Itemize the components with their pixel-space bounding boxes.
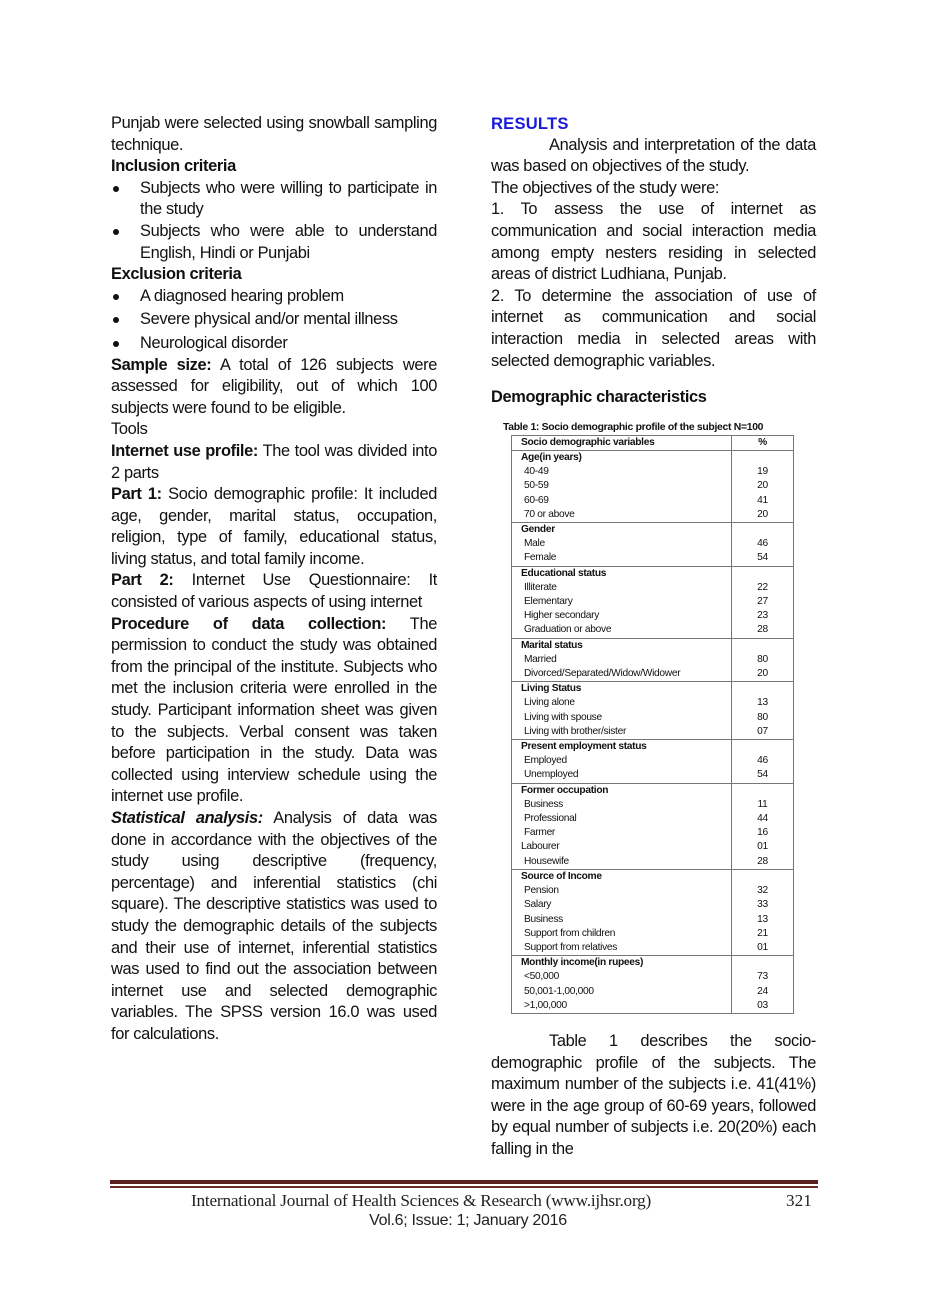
row-value: 44 [732, 812, 794, 826]
row-value: 27 [732, 595, 794, 609]
row-value: 80 [732, 711, 794, 725]
table-group-row [512, 523, 794, 538]
group-value-empty [732, 638, 794, 653]
row-label: Housewife [524, 855, 569, 867]
row-label: 60-69 [524, 494, 549, 506]
page-number: 321 [786, 1191, 812, 1210]
group-value-empty [732, 451, 794, 466]
row-value: 19 [732, 465, 794, 479]
exclusion-criteria-heading: Exclusion criteria [111, 265, 242, 284]
inclusion-criteria-list [111, 178, 437, 264]
row-value: 21 [732, 927, 794, 941]
table-row [512, 479, 794, 493]
row-value: 13 [732, 913, 794, 927]
row-value: 03 [732, 999, 794, 1014]
table-row [512, 812, 794, 826]
group-value-empty [732, 956, 794, 971]
row-value: 11 [732, 798, 794, 812]
table-row [512, 898, 794, 912]
table-row [512, 623, 794, 638]
row-value: 23 [732, 609, 794, 623]
table-body [512, 451, 794, 1014]
left-column [111, 113, 437, 1046]
row-value: 20 [732, 479, 794, 493]
table-row [512, 667, 794, 682]
objectives-intro: The objectives of the study were: [491, 178, 720, 197]
row-value: 54 [732, 768, 794, 783]
table-row [512, 595, 794, 609]
statistical-analysis-paragraph: Statistical analysis: Analysis of data was done in accordance with the objectives of the study using descriptive (frequency, percentage) and inferential statistics (chi square). The descriptive statistics was used to study the demographic details of the subjects and their use of internet, inferential statistics was used to find out the association between internet use and selected demographic variables. The SPSS version 16.0 was used for calculations. [111, 809, 437, 1043]
tools-label: Tools [111, 420, 148, 439]
table-row [512, 798, 794, 812]
exclusion-criteria-list [111, 286, 437, 355]
internet-use-profile-label: Internet use profile: [111, 441, 259, 460]
group-value-empty [732, 523, 794, 538]
row-label: Elementary [524, 596, 573, 608]
footer-rule-thick [110, 1180, 818, 1184]
group-title: Living Status [512, 682, 732, 697]
row-label: 50,001-1,00,000 [524, 985, 594, 997]
table-caption: Table 1: Socio demographic profile of the subject N=100 [503, 422, 764, 433]
procedure-label: Procedure of data collection: [111, 614, 387, 633]
column-header-variables: Socio demographic variables [512, 436, 732, 451]
row-value: 24 [732, 985, 794, 999]
row-label: Illiterate [524, 581, 557, 593]
row-value: 16 [732, 826, 794, 840]
row-label: 50-59 [524, 480, 549, 492]
table-header-row [512, 436, 794, 451]
table-row [512, 653, 794, 667]
row-label: Business [524, 798, 563, 810]
table-row [512, 537, 794, 551]
list-item: Subjects who were able to understand English, Hindi or Punjabi [111, 221, 437, 264]
row-label: Living with spouse [524, 711, 602, 723]
row-label: Labourer [521, 841, 560, 853]
row-label: 40-49 [524, 466, 549, 478]
group-title: Gender [512, 523, 732, 538]
list-item: Neurological disorder [111, 333, 437, 355]
part2-label: Part 2: [111, 571, 174, 590]
right-column-top [491, 113, 816, 409]
table-row [512, 927, 794, 941]
column-header-percent: % [732, 436, 794, 451]
table-row [512, 465, 794, 479]
inclusion-criteria-heading: Inclusion criteria [111, 157, 236, 176]
table-row [512, 508, 794, 523]
demographic-table [511, 435, 794, 1014]
table-group-row [512, 451, 794, 466]
table-row [512, 840, 794, 854]
bullet-icon [113, 229, 119, 235]
list-item: Subjects who were willing to participate in the study [111, 178, 437, 221]
row-label: Farmer [524, 827, 556, 839]
row-label: Support from relatives [524, 941, 618, 953]
list-item: Severe physical and/or mental illness [111, 309, 437, 331]
right-column-bottom [491, 1031, 816, 1161]
objective-1: 1. To assess the use of internet as communication and social interaction media among empty nesters residing in selected areas of district Ludhiana, Punjab. [491, 200, 816, 284]
group-title: Age(in years) [512, 451, 732, 466]
row-value: 07 [732, 725, 794, 740]
row-value: 01 [732, 840, 794, 854]
table-row [512, 985, 794, 999]
table-group-row [512, 783, 794, 798]
statistical-analysis-label: Statistical analysis: [111, 809, 263, 827]
part1-label: Part 1: [111, 485, 162, 504]
table-group-row [512, 869, 794, 884]
table-description-paragraph: Table 1 describes the socio-demographic profile of the subjects. The maximum number of the subjects i.e. 41(41%) were in the age group of 60-69 years, followed by equal number of subjects i.e. 20(20%) each falling in the [491, 1032, 816, 1158]
part2-paragraph: Part 2: Internet Use Questionnaire: It consisted of various aspects of using internet [111, 571, 437, 612]
table-group-row [512, 566, 794, 581]
row-value: 20 [732, 508, 794, 523]
group-value-empty [732, 566, 794, 581]
table-row [512, 581, 794, 595]
row-label: Employed [524, 755, 567, 767]
table-row [512, 754, 794, 768]
bullet-icon [113, 317, 119, 323]
row-label: Salary [524, 899, 552, 911]
row-value: 73 [732, 970, 794, 984]
row-label: Higher secondary [524, 610, 600, 622]
group-title: Source of Income [512, 869, 732, 884]
group-value-empty [732, 783, 794, 798]
row-label: Divorced/Separated/Widow/Widower [524, 668, 681, 680]
bullet-icon [113, 341, 119, 347]
row-value: 01 [732, 941, 794, 956]
table-row [512, 768, 794, 783]
row-label: >1,00,000 [524, 999, 567, 1011]
row-value: 54 [732, 551, 794, 566]
table-row [512, 941, 794, 956]
row-label: Graduation or above [524, 624, 612, 636]
demographic-characteristics-heading: Demographic characteristics [491, 388, 707, 407]
table-row [512, 494, 794, 508]
row-value: 80 [732, 653, 794, 667]
row-value: 28 [732, 855, 794, 870]
group-value-empty [732, 869, 794, 884]
footer-volume-issue: Vol.6; Issue: 1; January 2016 [369, 1212, 567, 1229]
procedure-paragraph: Procedure of data collection: The permission to conduct the study was obtained from the principal of the institute. Subjects who met the inclusion criteria were enrolled in the study. Participant information sheet was given to the subjects. Verbal consent was taken before participation in the study. Data was collected using interview schedule using the internet use profile. [111, 614, 438, 806]
group-value-empty [732, 740, 794, 755]
row-value: 20 [732, 667, 794, 682]
row-value: 33 [732, 898, 794, 912]
internet-use-profile-paragraph: Internet use profile: The tool was divided into 2 parts [111, 441, 437, 482]
table-row [512, 855, 794, 870]
intro-paragraph: Punjab were selected using snowball sampling technique. [111, 114, 437, 154]
row-label: Living alone [524, 697, 575, 709]
row-label: Professional [524, 813, 577, 825]
row-label: Female [524, 552, 557, 564]
row-value: 22 [732, 581, 794, 595]
table-group-row [512, 740, 794, 755]
bullet-icon [113, 294, 119, 300]
results-intro-paragraph: Analysis and interpretation of the data was based on objectives of the study. [491, 135, 816, 176]
row-value: 41 [732, 494, 794, 508]
table-group-row [512, 638, 794, 653]
results-heading: RESULTS [491, 114, 569, 133]
table-row [512, 551, 794, 566]
table-row [512, 696, 794, 710]
row-label: Pension [524, 885, 559, 897]
table-row [512, 970, 794, 984]
part1-paragraph: Part 1: Socio demographic profile: It included age, gender, marital status, occupation, religion, type of family, educational status, living status, and total family income. [111, 485, 437, 568]
row-value: 28 [732, 623, 794, 638]
row-label: <50,000 [524, 971, 560, 983]
table-row [512, 913, 794, 927]
table-row [512, 711, 794, 725]
group-title: Former occupation [512, 783, 732, 798]
row-label: Support from children [524, 927, 616, 939]
table-group-row [512, 956, 794, 971]
footer-journal-name: International Journal of Health Sciences & Research (www.ijhsr.org) [191, 1191, 652, 1210]
row-label: Male [524, 538, 545, 550]
row-label: Living with brother/sister [524, 725, 627, 737]
table-row [512, 999, 794, 1014]
group-title: Present employment status [512, 740, 732, 755]
bullet-icon [113, 186, 119, 192]
row-label: 70 or above [524, 508, 575, 520]
table-row [512, 826, 794, 840]
row-value: 13 [732, 696, 794, 710]
group-title: Marital status [512, 638, 732, 653]
list-item: A diagnosed hearing problem [111, 286, 437, 308]
row-label: Unemployed [524, 769, 579, 781]
row-label: Business [524, 913, 563, 925]
objective-2: 2. To determine the association of use of internet as communication and social interaction media in selected areas with selected demographic variables. [491, 286, 816, 370]
group-title: Educational status [512, 566, 732, 581]
row-value: 46 [732, 754, 794, 768]
table-row [512, 725, 794, 740]
table-row [512, 884, 794, 898]
sample-size-label: Sample size: [111, 355, 212, 374]
group-value-empty [732, 682, 794, 697]
footer-rule-thin [110, 1186, 818, 1188]
table-row [512, 609, 794, 623]
table-group-row [512, 682, 794, 697]
group-title: Monthly income(in rupees) [512, 956, 732, 971]
sample-size-paragraph: Sample size: A total of 126 subjects were assessed for eligibility, out of which 100 subjects were found to be eligible. [111, 355, 437, 417]
row-label: Married [524, 653, 557, 665]
row-value: 46 [732, 537, 794, 551]
row-value: 32 [732, 884, 794, 898]
